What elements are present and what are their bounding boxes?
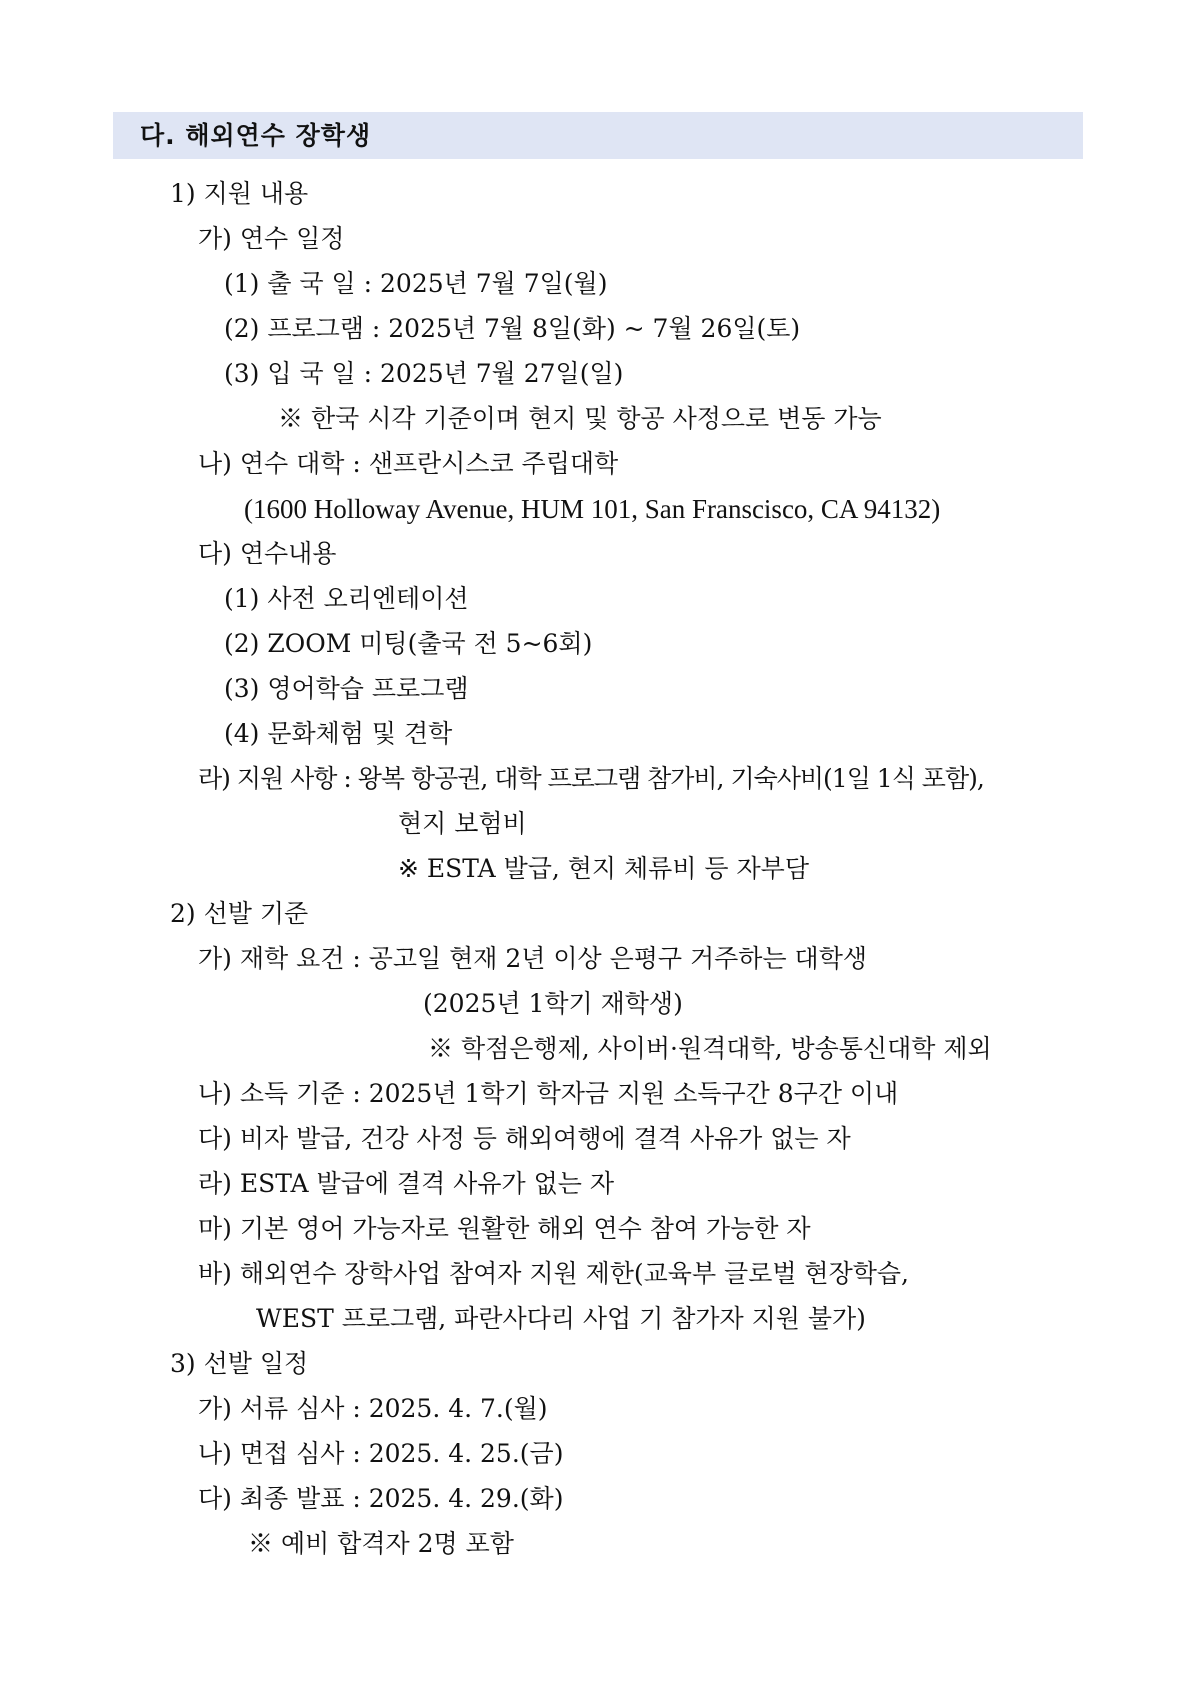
schedule-interview: 나) 면접 심사 : 2025. 4. 25.(금) <box>198 1439 564 1468</box>
item-return-date: (3) 입 국 일 : 2025년 7월 27일(일) <box>224 359 624 388</box>
criteria-english: 마) 기본 영어 가능자로 원활한 해외 연수 참여 가능한 자 <box>198 1214 811 1243</box>
criteria-participation-limit: 바) 해외연수 장학사업 참여자 지원 제한(교육부 글로벌 현장학습, <box>198 1259 909 1288</box>
schedule-document-review: 가) 서류 심사 : 2025. 4. 7.(월) <box>198 1394 548 1423</box>
note-schedule-change: ※ 한국 시각 기준이며 현지 및 항공 사정으로 변동 가능 <box>278 404 882 433</box>
heading-support-content: 1) 지원 내용 <box>170 179 309 208</box>
heading-selection-criteria: 2) 선발 기준 <box>170 899 309 928</box>
item-program-period: (2) 프로그램 : 2025년 7월 8일(화) ~ 7월 26일(토) <box>224 314 801 343</box>
section-title: 다. 해외연수 장학생 <box>140 121 372 150</box>
note-exclusions: ※ 학점은행제, 사이버·원격대학, 방송통신대학 제외 <box>428 1034 992 1063</box>
support-insurance: 현지 보험비 <box>398 809 527 838</box>
note-reserve-candidates: ※ 예비 합격자 2명 포함 <box>248 1529 514 1558</box>
item-cultural-experience: (4) 문화체험 및 견학 <box>224 719 453 748</box>
schedule-final-announcement: 다) 최종 발표 : 2025. 4. 29.(화) <box>198 1484 564 1513</box>
criteria-esta: 라) ESTA 발급에 결격 사유가 없는 자 <box>198 1169 614 1198</box>
university-address: (1600 Holloway Avenue, HUM 101, San Franscisco, CA 94132) <box>244 494 941 524</box>
subheading-support-items: 라) 지원 사항 : 왕복 항공권, 대학 프로그램 참가비, 기숙사비(1일 1식 포함), <box>198 764 984 793</box>
criteria-enrollment: 가) 재학 요건 : 공고일 현재 2년 이상 은평구 거주하는 대학생 <box>198 944 868 973</box>
criteria-income: 나) 소득 기준 : 2025년 1학기 학자금 지원 소득구간 8구간 이내 <box>198 1079 899 1108</box>
subheading-university: 나) 연수 대학 : 샌프란시스코 주립대학 <box>198 449 619 478</box>
subheading-training-content: 다) 연수내용 <box>198 539 337 568</box>
note-self-payment: ※ ESTA 발급, 현지 체류비 등 자부담 <box>398 854 809 883</box>
criteria-participation-limit-detail: WEST 프로그램, 파란사다리 사업 기 참가자 지원 불가) <box>256 1304 866 1333</box>
subheading-schedule: 가) 연수 일정 <box>198 224 345 253</box>
item-english-program: (3) 영어학습 프로그램 <box>224 674 469 703</box>
criteria-visa-health: 다) 비자 발급, 건강 사정 등 해외여행에 결격 사유가 없는 자 <box>198 1124 851 1153</box>
heading-selection-schedule: 3) 선발 일정 <box>170 1349 309 1378</box>
criteria-enrollment-detail: (2025년 1학기 재학생) <box>423 989 683 1018</box>
item-departure-date: (1) 출 국 일 : 2025년 7월 7일(월) <box>224 269 608 298</box>
item-zoom-meeting: (2) ZOOM 미팅(출국 전 5~6회) <box>224 629 593 658</box>
item-orientation: (1) 사전 오리엔테이션 <box>224 584 469 613</box>
